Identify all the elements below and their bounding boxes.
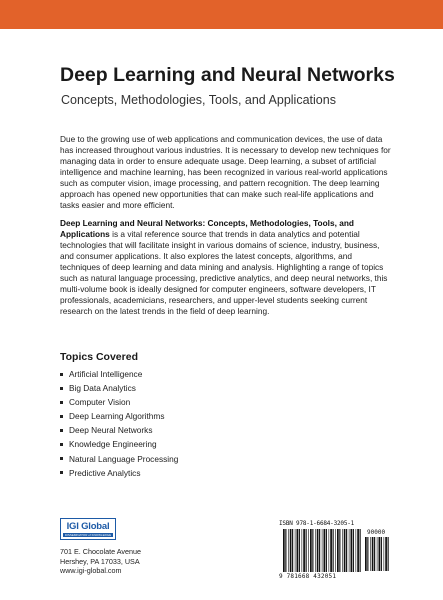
topic-item: Deep Neural Networks: [60, 423, 178, 437]
description-title-bold: Deep Learning and Neural Networks: Concepts, Methodologies, Tools, and Applications: [60, 218, 354, 239]
barcode-stripe: [377, 537, 378, 571]
barcode-stripe: [342, 529, 343, 572]
publisher-logo: [60, 518, 116, 540]
barcode-stripe: [384, 537, 385, 571]
publisher-logo-text: IGI Global: [66, 520, 110, 532]
topics-heading: Topics Covered: [60, 351, 138, 363]
barcode-stripe: [381, 537, 382, 571]
barcode-stripe: [317, 529, 319, 572]
barcode-stripe: [385, 537, 387, 571]
barcode-stripe: [349, 529, 350, 572]
description-paragraph-2: [60, 218, 392, 317]
publisher-logo-subtext: DISSEMINATOR of KNOWLEDGE: [64, 532, 112, 537]
barcode-stripe: [335, 529, 336, 572]
barcode-bars: [283, 529, 363, 572]
barcode-stripe: [372, 537, 374, 571]
barcode-stripe: [333, 529, 334, 572]
barcode-stripe: [303, 529, 305, 572]
barcode-stripe: [285, 529, 286, 572]
barcode-stripe: [370, 537, 371, 571]
description-paragraph-1: Due to the growing use of web applications and communication devices, the use of data has increased throughout various industries. It is necessary to develop new techniques for managing data in order to ensure adequate usage. Deep learning, a subset of artificial intelligence and machine learning, has been recognized in various real-world applications such as computer vision, image processing, and pattern recognition. The deep learning approach has opened new opportunities that can make such real-life applications and tasks easier and more efficient.: [60, 134, 391, 210]
book-subtitle: Concepts, Methodologies, Tools, and Applications: [61, 93, 336, 107]
barcode-stripe: [353, 529, 354, 572]
topic-item: Natural Language Processing: [60, 452, 178, 466]
barcode-stripe: [295, 529, 296, 572]
topic-item: Artificial Intelligence: [60, 367, 178, 381]
topic-item: Big Data Analytics: [60, 381, 178, 395]
barcode-stripe: [315, 529, 316, 572]
barcode-stripe: [344, 529, 346, 572]
barcode-stripe: [329, 529, 330, 572]
barcode-stripe: [290, 529, 292, 572]
barcode-stripe: [346, 529, 347, 572]
publisher-website: www.igi-global.com: [60, 566, 122, 576]
barcode-stripe: [283, 529, 285, 572]
barcode-stripe: [337, 529, 339, 572]
barcode-stripe: [324, 529, 326, 572]
barcode-stripe: [379, 537, 381, 571]
book-title: Deep Learning and Neural Networks: [60, 64, 395, 86]
barcode-digits: 9 781668 432051: [279, 573, 337, 580]
barcode-stripe: [297, 529, 299, 572]
barcode-stripe: [339, 529, 340, 572]
barcode-stripe: [360, 529, 361, 572]
barcode-stripe: [308, 529, 309, 572]
topic-item: Predictive Analytics: [60, 466, 178, 480]
address-line-1: 701 E. Chocolate Avenue: [60, 547, 141, 556]
barcode-stripe: [288, 529, 289, 572]
isbn-barcode: [279, 520, 392, 582]
barcode-stripe: [322, 529, 323, 572]
barcode-stripe: [374, 537, 375, 571]
barcode-stripe: [356, 529, 357, 572]
barcode-stripe: [310, 529, 312, 572]
barcode-stripe: [388, 537, 389, 571]
isbn-number: ISBN 978-1-6684-3205-1: [279, 520, 355, 527]
barcode-stripe: [367, 537, 368, 571]
barcode-stripe: [330, 529, 332, 572]
barcode-stripe: [299, 529, 300, 572]
barcode-stripe: [306, 529, 307, 572]
description-paragraph-2-text: is a vital reference source that trends in data analytics and potential technologies that will facilitate insight in various domains of science, industry, business, and consumer applications. It also explores the latest concepts, algorithms, and techniques of deep learning and data mining and analysis. Highlighting a range of topics such as natural language processing, predictive analytics, and deep neural networks, this multi-volume book is ideally designed for computer engineers, software developers, IT professionals, academicians, researchers, and upper-level students seeking current research on the latest trends in the field of deep learning.: [60, 229, 388, 316]
topic-item: Knowledge Engineering: [60, 437, 178, 451]
topic-item: Deep Learning Algorithms: [60, 409, 178, 423]
address-line-2: Hershey, PA 17033, USA: [60, 556, 140, 566]
barcode-stripe: [319, 529, 320, 572]
barcode-stripe: [312, 529, 313, 572]
barcode-stripe: [302, 529, 303, 572]
barcode-stripe: [365, 537, 367, 571]
topics-list: [60, 367, 178, 480]
barcode-stripe: [357, 529, 359, 572]
barcode-supplement: 90000: [367, 529, 386, 536]
publisher-address: [60, 547, 141, 576]
barcode-stripe: [326, 529, 327, 572]
topic-item: Computer Vision: [60, 395, 178, 409]
barcode-stripe: [292, 529, 293, 572]
barcode-stripe: [351, 529, 353, 572]
top-color-band: [0, 0, 443, 29]
supplement-barcode-bars: [365, 537, 389, 571]
